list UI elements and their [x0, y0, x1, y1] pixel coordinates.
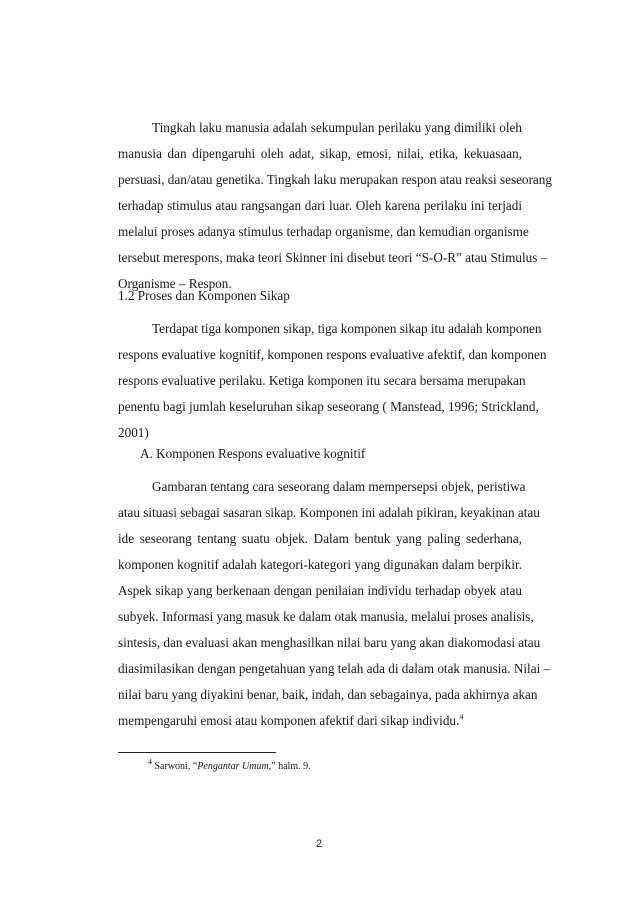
footnote-author: Sarwoni, “ — [154, 761, 198, 772]
subsection-heading: A. Komponen Respons evaluative kognitif — [140, 446, 366, 461]
paragraph-line: Organisme – Respon. — [118, 276, 232, 291]
paragraph-line: Aspek sikap yang berkenaan dengan penilaian individu terhadap obyek atau — [118, 583, 522, 598]
footnote-divider — [118, 752, 276, 753]
paragraph-line: sintesis, dan evaluasi akan menghasilkan nilai baru yang akan diakomodasi atau — [118, 635, 541, 650]
paragraph-line — [118, 708, 522, 734]
paragraph-line: manusia dan dipengaruhi oleh adat, sikap, emosi, nilai, etika, kekuasaan, — [118, 146, 522, 161]
paragraph-line: Gambaran tentang cara seseorang dalam mempersepsi objek, peristiwa — [152, 479, 526, 494]
section-heading: 1.2 Proses dan Komponen Sikap — [118, 288, 290, 303]
paragraph-3 — [118, 474, 551, 734]
footnote — [148, 757, 311, 774]
paragraph-line: nilai baru yang diyakini benar, baik, indah, dan sebagainya, pada akhirnya akan — [118, 687, 538, 702]
paragraph-line: subyek. Informasi yang masuk ke dalam otak manusia, melalui proses analisis, — [118, 609, 534, 624]
paragraph-line: respons evaluative kognitif, komponen respons evaluative afektif, dan komponen — [118, 347, 547, 362]
paragraph-line: penentu bagi jumlah keseluruhan sikap seseorang ( Manstead, 1996; Strickland, — [118, 399, 539, 414]
paragraph-line: komponen kognitif adalah kategori-kategori yang digunakan dalam berpikir. — [118, 557, 522, 572]
paragraph-line: terhadap stimulus atau rangsangan dari luar. Oleh karena perilaku ini terjadi — [118, 198, 522, 213]
paragraph-line: tersebut merespons, maka teori Skinner ini disebut teori “S-O-R” atau Stimulus – — [118, 250, 548, 265]
paragraph-line: respons evaluative perilaku. Ketiga komponen itu secara bersama merupakan — [118, 373, 526, 388]
paragraph-line: atau situasi sebagai sasaran sikap. Komponen ini adalah pikiran, keyakinan atau — [118, 505, 540, 520]
paragraph-line: Terdapat tiga komponen sikap, tiga komponen sikap itu adalah komponen — [152, 321, 542, 336]
footnote-title: Pengantar Umum — [197, 761, 269, 772]
footnote-reference: 4 — [459, 712, 464, 722]
paragraph-line: ide seseorang tentang suatu objek. Dalam bentuk yang paling sederhana, — [118, 531, 522, 546]
paragraph-line: 2001) — [118, 425, 149, 440]
paragraph-line-text: mempengaruhi emosi atau komponen afektif dari sikap individu. — [118, 713, 460, 728]
paragraph-line: Tingkah laku manusia adalah sekumpulan perilaku yang dimiliki oleh — [152, 120, 522, 135]
paragraph-line: diasimilasikan dengan pengetahuan yang telah ada di dalam otak manusia. Nilai – — [118, 661, 551, 676]
footnote-citation: ,” halm. 9. — [268, 761, 311, 772]
paragraph-2 — [118, 316, 547, 446]
paragraph-line: persuasi, dan/atau genetika. Tingkah laku merupakan respon atau reaksi seseorang — [118, 172, 552, 187]
footnote-number: 4 — [148, 757, 152, 767]
page-number: 2 — [315, 838, 323, 850]
paragraph-line: melalui proses adanya stimulus terhadap organisme, dan kemudian organisme — [118, 224, 529, 239]
paragraph-1 — [118, 115, 552, 297]
